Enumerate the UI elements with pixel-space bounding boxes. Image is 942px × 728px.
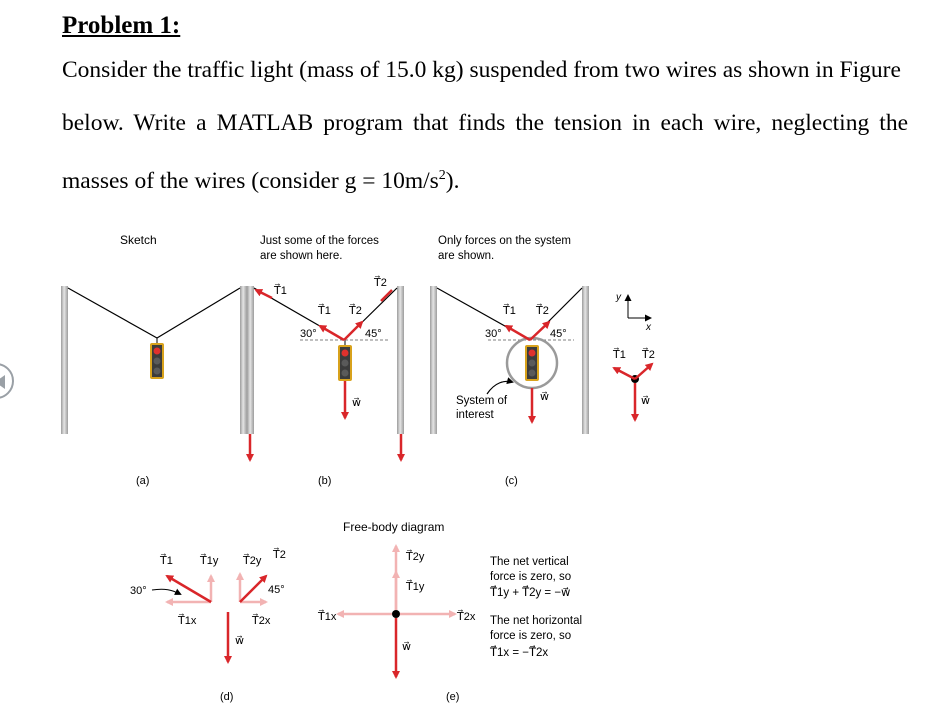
- svg-text:y: y: [616, 292, 621, 303]
- svg-text:force is zero, so: force is zero, so: [490, 571, 572, 583]
- problem-title: Problem 1:: [62, 12, 181, 39]
- panel-c-system: [430, 235, 589, 487]
- svg-text:interest: interest: [456, 409, 494, 421]
- svg-text:30°: 30°: [130, 585, 147, 597]
- problem-text-line-3: masses of the wires (consider $g = 10m/s^2$).: [62, 167, 460, 194]
- svg-text:30°: 30°: [485, 328, 502, 340]
- svg-text:x: x: [646, 322, 651, 333]
- svg-text:w⃗: w⃗: [540, 391, 549, 403]
- system-of-interest-label: System of: [456, 395, 508, 407]
- svg-text:w⃗: w⃗: [402, 641, 411, 653]
- note-vertical-line1: The net vertical: [490, 556, 569, 568]
- svg-text:T⃗1x: T⃗1x: [318, 611, 337, 623]
- axes-and-mini-fbd: [612, 292, 655, 420]
- svg-text:T⃗1x: T⃗1x: [178, 615, 197, 627]
- svg-text:T⃗2x: T⃗2x: [457, 611, 476, 623]
- svg-text:w⃗: w⃗: [235, 635, 244, 647]
- panel-a-label: (a): [136, 475, 150, 487]
- svg-text:T⃗1y: T⃗1y: [406, 581, 425, 593]
- svg-text:T⃗2: T⃗2: [374, 277, 387, 289]
- panel-c-heading-line1: Only forces on the system: [438, 235, 571, 247]
- svg-text:T⃗2: T⃗2: [642, 349, 655, 361]
- panel-b-heading-line1: Just some of the forces: [260, 235, 379, 247]
- equilibrium-notes: [489, 556, 582, 659]
- svg-text:T⃗2: T⃗2: [273, 549, 286, 561]
- problem-text-line-2: below. Write a MATLAB program that finds the tension in each wire, neglecting the: [62, 110, 908, 136]
- free-body-diagram-heading: Free-body diagram: [343, 520, 445, 534]
- svg-text:T⃗1: T⃗1: [503, 305, 516, 317]
- wire-1: [68, 288, 157, 338]
- svg-text:T⃗2: T⃗2: [349, 305, 362, 317]
- svg-text:T⃗1: T⃗1: [613, 349, 626, 361]
- svg-text:T⃗2y: T⃗2y: [243, 555, 262, 567]
- force-t1-on-light: [320, 326, 344, 340]
- svg-text:force is zero, so: force is zero, so: [490, 630, 572, 642]
- svg-text:T⃗1: T⃗1: [160, 555, 173, 567]
- panel-e-free-body-diagram: [317, 520, 476, 703]
- panel-e-label: (e): [446, 691, 460, 703]
- panel-c-heading-line2: are shown.: [438, 250, 495, 262]
- traffic-light-figure: [0, 222, 942, 728]
- panel-c-label: (c): [505, 475, 518, 487]
- svg-text:T⃗2x: T⃗2x: [252, 615, 271, 627]
- note-horizontal-line1: The net horizontal: [490, 615, 583, 627]
- svg-text:45°: 45°: [365, 328, 382, 340]
- svg-text:45°: 45°: [550, 328, 567, 340]
- force-t1-on-pole: [256, 290, 272, 298]
- svg-text:30°: 30°: [300, 328, 317, 340]
- svg-text:w⃗: w⃗: [641, 395, 650, 407]
- svg-text:T⃗2y: T⃗2y: [406, 551, 425, 563]
- wire-2: [157, 288, 240, 338]
- panel-d-label: (d): [220, 691, 234, 703]
- traffic-light: [150, 338, 164, 379]
- svg-text:T⃗1: T⃗1: [274, 285, 287, 297]
- force-t2-on-light: [344, 322, 362, 340]
- svg-text:45°: 45°: [268, 584, 285, 596]
- left-pole: [61, 286, 68, 434]
- panel-b-label: (b): [318, 475, 332, 487]
- note-horizontal-equation: T⃗1x = −T⃗2x: [490, 647, 549, 659]
- svg-text:T⃗1: T⃗1: [318, 305, 331, 317]
- problem-text-line-1: Consider the traffic light (mass of 15.0 kg) suspended from two wires as shown in Figure: [62, 57, 901, 83]
- right-pole: [240, 286, 247, 434]
- svg-text:T⃗1y: T⃗1y: [200, 555, 219, 567]
- panel-a-sketch: [61, 233, 247, 487]
- panel-a-heading: Sketch: [120, 233, 157, 247]
- panel-b-forces: [247, 235, 404, 487]
- svg-text:w⃗: w⃗: [352, 397, 361, 409]
- panel-d-components: [130, 547, 286, 703]
- svg-text:T⃗2: T⃗2: [536, 305, 549, 317]
- note-vertical-equation: T⃗1y + T⃗2y = −w⃗: [490, 587, 571, 599]
- panel-b-heading-line2: are shown here.: [260, 250, 343, 262]
